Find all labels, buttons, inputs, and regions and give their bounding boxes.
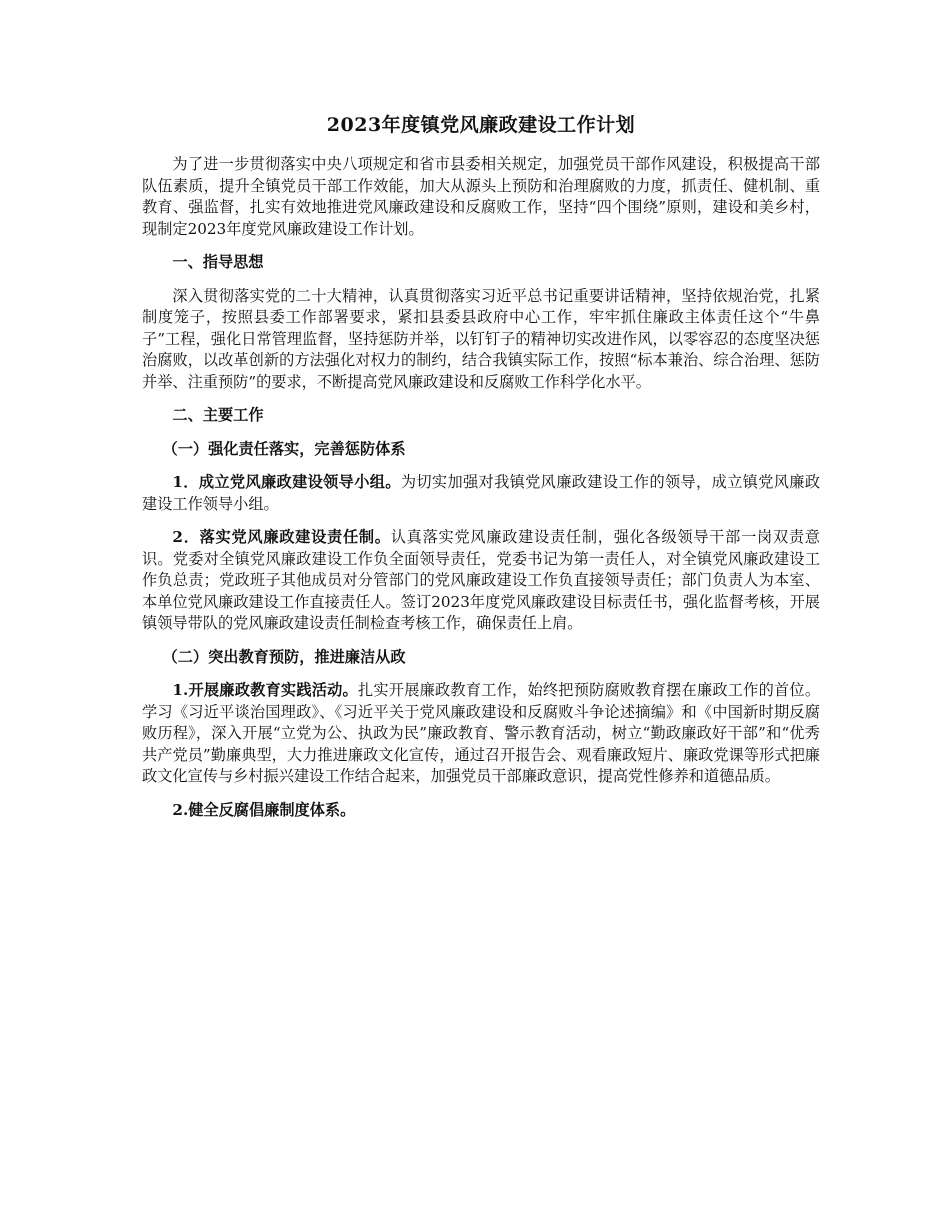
item-anti-corruption-system-lead: 2.健全反腐倡廉制度体系。 xyxy=(172,800,356,819)
item-education-activities-lead: 1.开展廉政教育实践活动。 xyxy=(172,681,358,699)
item-leadership-group-lead: 1．成立党风廉政建设领导小组。 xyxy=(172,473,401,491)
intro-paragraph: 为了进一步贯彻落实中央八项规定和省市县委相关规定，加强党员干部作风建设，积极提高干部队伍素质，提升全镇党员干部工作效能，加大从源头上预防和治理腐败的力度，抓责任、健机制、重教育、强监督，扎实有效地推进党风廉政建设和反腐败工作，坚持“四个围绕”原则，建设和美乡村，现制定2023年度党风廉政建设工作计划。 xyxy=(142,155,820,238)
item-education-activities-body: 扎实开展廉政教育工作，始终把预防腐败教育摆在廉政工作的首位。学习《习近平谈治国理政》、《习近平关于党风廉政建设和反腐败斗争论述摘编》和《中国新时期反腐败历程》，深入开展“立党为公、执政为民”廉政教育、警示教育活动，树立“勤政廉政好干部”和“优秀共产党员”勤廉典型，大力推进廉政文化宣传，通过召开报告会、观看廉政短片、廉政党课等形式把廉政文化宣传与乡村振兴建设工作结合起来，加强党员干部廉政意识，提高党性修养和道德品质。 xyxy=(142,681,821,785)
item-anti-corruption-system xyxy=(142,800,820,822)
item-education-activities xyxy=(142,680,820,788)
guiding-thought-paragraph: 深入贯彻落实党的二十大精神，认真贯彻落实习近平总书记重要讲话精神，坚持依规治党，扎紧制度笼子，按照县委工作部署要求，紧扣县委县政府中心工作，牢牢抓住廉政主体责任这个“牛鼻子”工程，强化日常管理监督，坚持惩防并举，以钉钉子的精神切实改进作风，以零容忍的态度坚决惩治腐败，以改革创新的方法强化对权力的制约，结合我镇实际工作，按照“标本兼治、综合治理、惩防并举、注重预防”的要求，不断提高党风廉政建设和反腐败工作科学化水平。 xyxy=(142,286,820,391)
subsection-heading-education: （二）突出教育预防，推进廉洁从政 xyxy=(162,647,406,666)
item-responsibility-system xyxy=(142,527,820,635)
subsection-heading-responsibility: （一）强化责任落实，完善惩防体系 xyxy=(162,439,406,458)
document-page xyxy=(142,112,820,821)
section-heading-guiding-thought: 一、指导思想 xyxy=(172,253,264,271)
document-title: 2023年度镇党风廉政建设工作计划 xyxy=(326,114,636,136)
item-leadership-group-body: 为切实加强对我镇党风廉政建设工作的领导，成立镇党风廉政建设工作领导小组。 xyxy=(142,473,821,513)
item-responsibility-system-body: 认真落实党风廉政建设责任制，强化各级领导干部一岗双责意识。党委对全镇党风廉政建设工作负全面领导责任，党委书记为第一责任人，对全镇党风廉政建设工作负总责；党政班子其他成员对分管部门的党风廉政建设工作负直接领导责任；部门负责人为本室、本单位党风廉政建设工作直接责任人。签订2023年度党风廉政建设目标责任书，强化监督考核，开展镇领导带队的党风廉政建设责任制检查考核工作，确保责任上肩。 xyxy=(142,528,820,632)
item-responsibility-system-lead: 2．落实党风廉政建设责任制。 xyxy=(172,528,391,546)
section-heading-main-work: 二、主要工作 xyxy=(172,406,264,424)
item-leadership-group xyxy=(142,472,820,515)
